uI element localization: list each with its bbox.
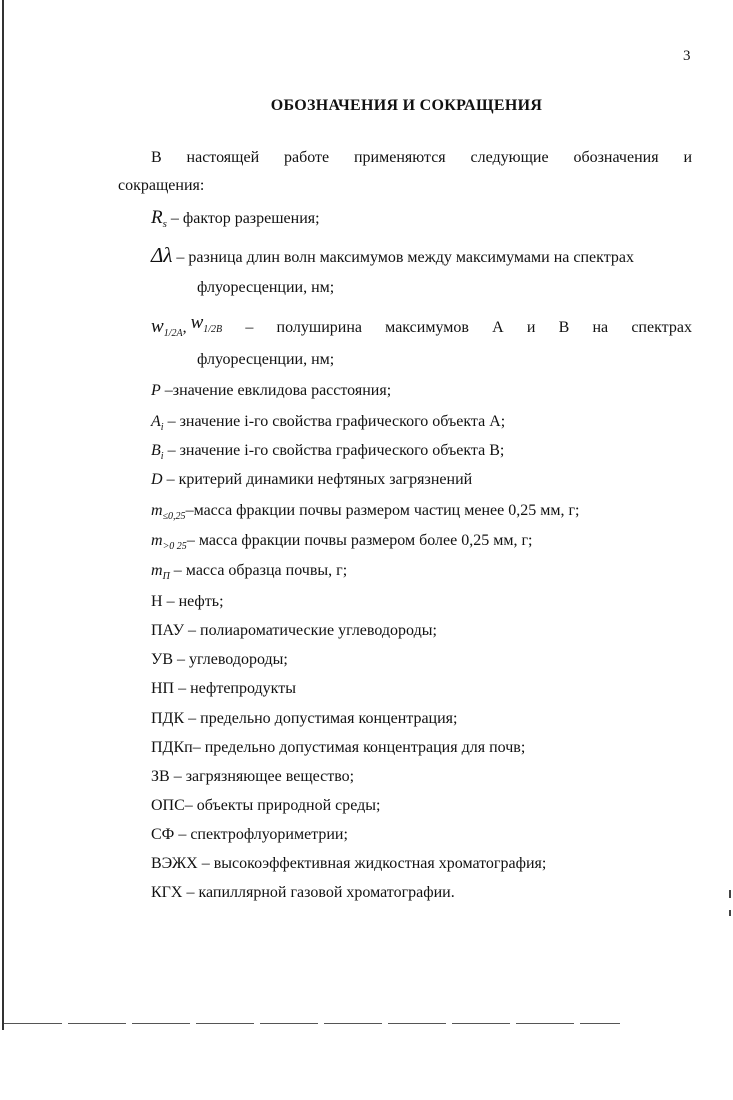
symbol-entry-rs bbox=[151, 207, 320, 230]
abbreviation-text: – полиароматические углеводороды; bbox=[184, 622, 437, 639]
symbol-entry-half-width: $w_{1/2A}$, $w_{1/2B}$ – полуширина максимумов А и В на спектрах bbox=[151, 312, 692, 340]
definition-word: – bbox=[245, 319, 254, 336]
abbreviation-text: – предельно допустимая концентрация; bbox=[184, 710, 458, 727]
abbreviation-text: – объекты природной среды; bbox=[184, 797, 381, 814]
abbreviation-entry bbox=[151, 855, 546, 873]
abbreviation-text: – нефтепродукты bbox=[174, 680, 296, 697]
symbol-subscript: i bbox=[160, 422, 164, 434]
abbreviation: ПДКп bbox=[151, 739, 193, 756]
definition-word: максимумов bbox=[385, 319, 469, 336]
symbol: m bbox=[151, 532, 163, 549]
abbreviation-entry bbox=[151, 739, 525, 757]
definition-word: А bbox=[492, 319, 504, 336]
symbol-entry-p bbox=[151, 382, 391, 400]
definition-text: –значение евклидова расстояния; bbox=[160, 382, 392, 399]
definition-word: и bbox=[526, 319, 536, 336]
abbreviation: ОПС bbox=[151, 797, 185, 814]
abbreviation-entry bbox=[151, 651, 288, 669]
definition-text: –масса фракции почвы размером частиц менее 0,25 мм, г; bbox=[185, 502, 580, 519]
abbreviation-text: – капиллярной газовой хроматографии. bbox=[182, 884, 455, 901]
symbol-entry-m-gt bbox=[151, 532, 532, 552]
definition-word: полуширина bbox=[276, 319, 362, 336]
symbol-entry-d bbox=[151, 471, 472, 489]
definition-word: спектрах bbox=[631, 319, 692, 336]
abbreviation-text: – спектрофлуориметрии; bbox=[174, 826, 348, 843]
symbol-subscript: 1/2B bbox=[203, 324, 223, 336]
page-number: 3 bbox=[683, 48, 691, 64]
definition-word: на bbox=[592, 319, 609, 336]
symbol: Δλ bbox=[151, 243, 173, 267]
abbreviation: ЗВ bbox=[151, 768, 170, 785]
abbreviation-entry bbox=[151, 826, 348, 844]
page-title: ОБОЗНАЧЕНИЯ И СОКРАЩЕНИЯ bbox=[270, 97, 543, 114]
scan-bottom-line bbox=[4, 1023, 620, 1024]
symbol: D bbox=[151, 471, 163, 488]
abbreviation: СФ bbox=[151, 826, 175, 843]
abbreviation: ВЭЖХ bbox=[151, 855, 198, 872]
symbol-subscript: i bbox=[160, 451, 164, 463]
intro-line-2: сокращения: bbox=[118, 177, 205, 194]
scan-right-mark bbox=[729, 890, 731, 898]
definition-text: – масса фракции почвы размером более 0,25 мм, г; bbox=[186, 532, 533, 549]
abbreviation-text: – углеводороды; bbox=[173, 651, 288, 668]
abbreviation: УВ bbox=[151, 651, 173, 668]
symbol: B bbox=[151, 442, 161, 459]
abbreviation-entry bbox=[151, 768, 354, 786]
abbreviation-text: – предельно допустимая концентрация для почв; bbox=[192, 739, 526, 756]
abbreviation-entry bbox=[151, 884, 455, 902]
symbol-entry-m-le bbox=[151, 502, 579, 522]
abbreviation-entry bbox=[151, 797, 380, 815]
symbol: R bbox=[151, 207, 163, 228]
abbreviation-entry bbox=[151, 622, 437, 640]
symbol-entry-bi bbox=[151, 442, 504, 462]
abbreviation-entry bbox=[151, 593, 224, 611]
definition-continuation: флуоресценции, нм; bbox=[197, 279, 335, 296]
symbol-entry-delta-lambda bbox=[151, 243, 634, 268]
symbol: w bbox=[151, 316, 164, 337]
symbol: m bbox=[151, 502, 163, 519]
abbreviation: ПДК bbox=[151, 710, 185, 727]
abbreviation-text: – загрязняющее вещество; bbox=[169, 768, 355, 785]
symbol: m bbox=[151, 562, 163, 579]
symbol: w bbox=[190, 312, 204, 333]
abbreviation: Н bbox=[151, 593, 163, 610]
symbol-subscript: 1/2A bbox=[163, 328, 183, 340]
definition-text: – разница длин волн максимумов между максимумами на спектрах bbox=[176, 249, 634, 266]
abbreviation-entry bbox=[151, 680, 296, 698]
definition-text: – масса образца почвы, г; bbox=[169, 562, 348, 579]
abbreviation-text: – нефть; bbox=[162, 593, 224, 610]
symbol: A bbox=[151, 413, 161, 430]
symbol-entry-m-p bbox=[151, 562, 347, 582]
symbol-entry-ai bbox=[151, 413, 505, 433]
abbreviation-text: – высокоэффективная жидкостная хроматография; bbox=[197, 855, 547, 872]
symbol: P bbox=[151, 382, 161, 399]
abbreviation-entry bbox=[151, 710, 457, 728]
definition-text: – значение i-го свойства графического объекта В; bbox=[163, 442, 505, 459]
definition-text: – значение i-го свойства графического объекта А; bbox=[163, 413, 506, 430]
symbol-subscript: s bbox=[162, 218, 167, 231]
symbol-subscript: >0 25 bbox=[162, 541, 187, 553]
abbreviation: ПАУ bbox=[151, 622, 185, 639]
abbreviation: КГХ bbox=[151, 884, 183, 901]
definition-continuation: флуоресценции, нм; bbox=[197, 351, 335, 368]
scan-right-mark bbox=[729, 910, 731, 916]
abbreviation: НП bbox=[151, 680, 175, 697]
scan-left-edge bbox=[2, 0, 4, 1030]
definition-text: – фактор разрешения; bbox=[170, 210, 320, 227]
definition-word: В bbox=[558, 319, 570, 336]
definition-text: – критерий динамики нефтяных загрязнений bbox=[162, 471, 473, 488]
symbol-subscript: ≤0,25 bbox=[162, 511, 186, 523]
intro-line-1: В настоящей работе применяются следующие обозначения и bbox=[151, 149, 692, 166]
symbol-subscript: П bbox=[162, 571, 170, 583]
